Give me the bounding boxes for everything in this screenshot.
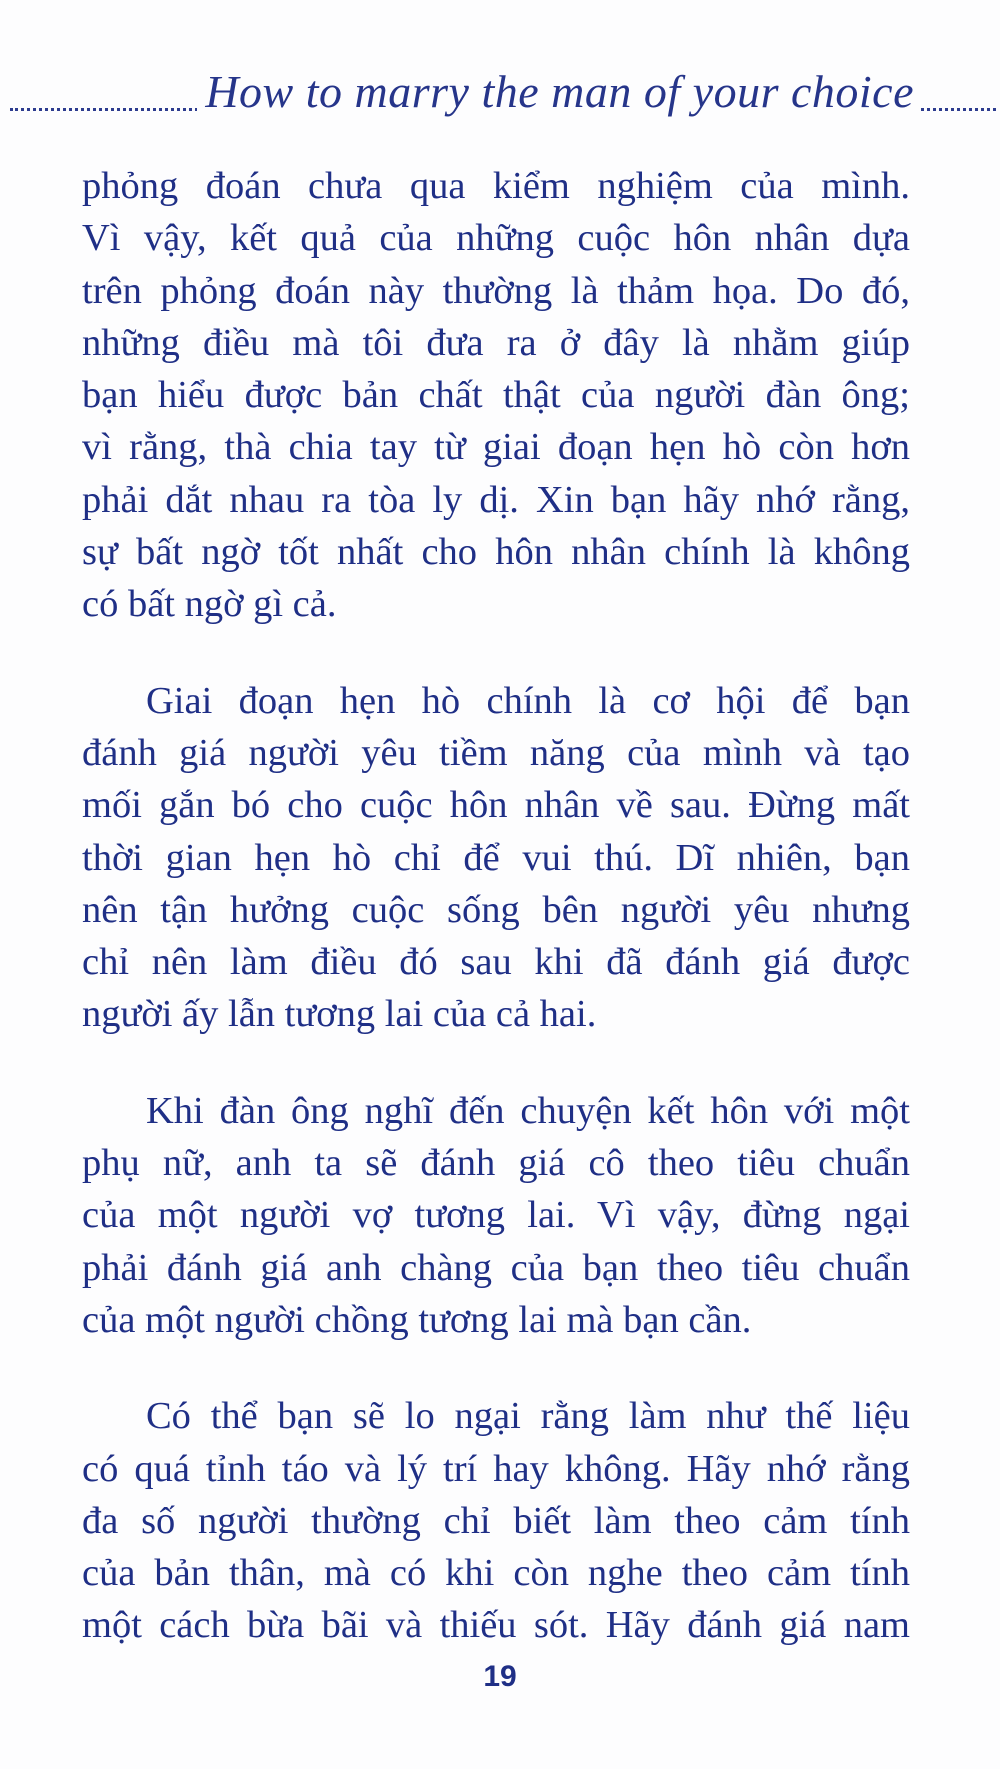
paragraph-4	[82, 1390, 910, 1651]
page-number: 19	[483, 1660, 517, 1693]
body-text	[82, 160, 910, 1696]
text-line: thời gian hẹn hò chỉ để vui thú. Dĩ nhiên, bạn	[82, 836, 910, 879]
paragraph-2	[82, 675, 910, 1041]
text-line: một cách bừa bãi và thiếu sót. Hãy đánh giá nam	[82, 1604, 910, 1647]
text-line: phải dắt nhau ra tòa ly dị. Xin bạn hãy nhớ rằng,	[82, 478, 910, 521]
text-line: sự bất ngờ tốt nhất cho hôn nhân chính là không	[82, 531, 910, 574]
running-title: How to marry the man of your choice	[197, 66, 918, 118]
text-line: vì rằng, thà chia tay từ giai đoạn hẹn hò còn hơn	[82, 426, 910, 469]
text-line: có bất ngờ gì cả.	[82, 583, 337, 626]
text-line: Có thể bạn sẽ lo ngại rằng làm như thế liệu	[146, 1395, 910, 1438]
text-line: của một người chồng tương lai mà bạn cần.	[82, 1298, 752, 1341]
paragraph-1	[82, 160, 910, 631]
text-line: Khi đàn ông nghĩ đến chuyện kết hôn với một	[146, 1089, 910, 1132]
text-line: mối gắn bó cho cuộc hôn nhân về sau. Đừng mất	[82, 784, 910, 827]
text-line: Giai đoạn hẹn hò chính là cơ hội để bạn	[146, 679, 910, 722]
text-line: nên tận hưởng cuộc sống bên người yêu nhưng	[82, 888, 910, 931]
text-line: bạn hiểu được bản chất thật của người đàn ông;	[82, 374, 910, 417]
running-header	[10, 66, 996, 118]
text-line: phỏng đoán chưa qua kiểm nghiệm của mình.	[82, 165, 910, 207]
paragraph-3	[82, 1085, 910, 1346]
text-line: của một người vợ tương lai. Vì vậy, đừng ngại	[82, 1194, 910, 1237]
text-line: người ấy lẫn tương lai của cả hai.	[82, 993, 597, 1036]
text-line: chỉ nên làm điều đó sau khi đã đánh giá được	[82, 941, 910, 984]
text-line: trên phỏng đoán này thường là thảm họa. Do đó,	[82, 269, 910, 312]
text-line: của bản thân, mà có khi còn nghe theo cảm tính	[82, 1552, 910, 1595]
text-line: đánh giá người yêu tiềm năng của mình và tạo	[82, 731, 910, 774]
text-line: phải đánh giá anh chàng của bạn theo tiêu chuẩn	[82, 1246, 910, 1289]
text-line: những điều mà tôi đưa ra ở đây là nhằm giúp	[82, 321, 910, 364]
text-line: đa số người thường chỉ biết làm theo cảm tính	[82, 1499, 910, 1542]
text-line: phụ nữ, anh ta sẽ đánh giá cô theo tiêu chuẩn	[82, 1142, 910, 1185]
text-line: Vì vậy, kết quả của những cuộc hôn nhân dựa	[82, 217, 910, 260]
text-line: có quá tỉnh táo và lý trí hay không. Hãy nhớ rằng	[82, 1447, 910, 1490]
